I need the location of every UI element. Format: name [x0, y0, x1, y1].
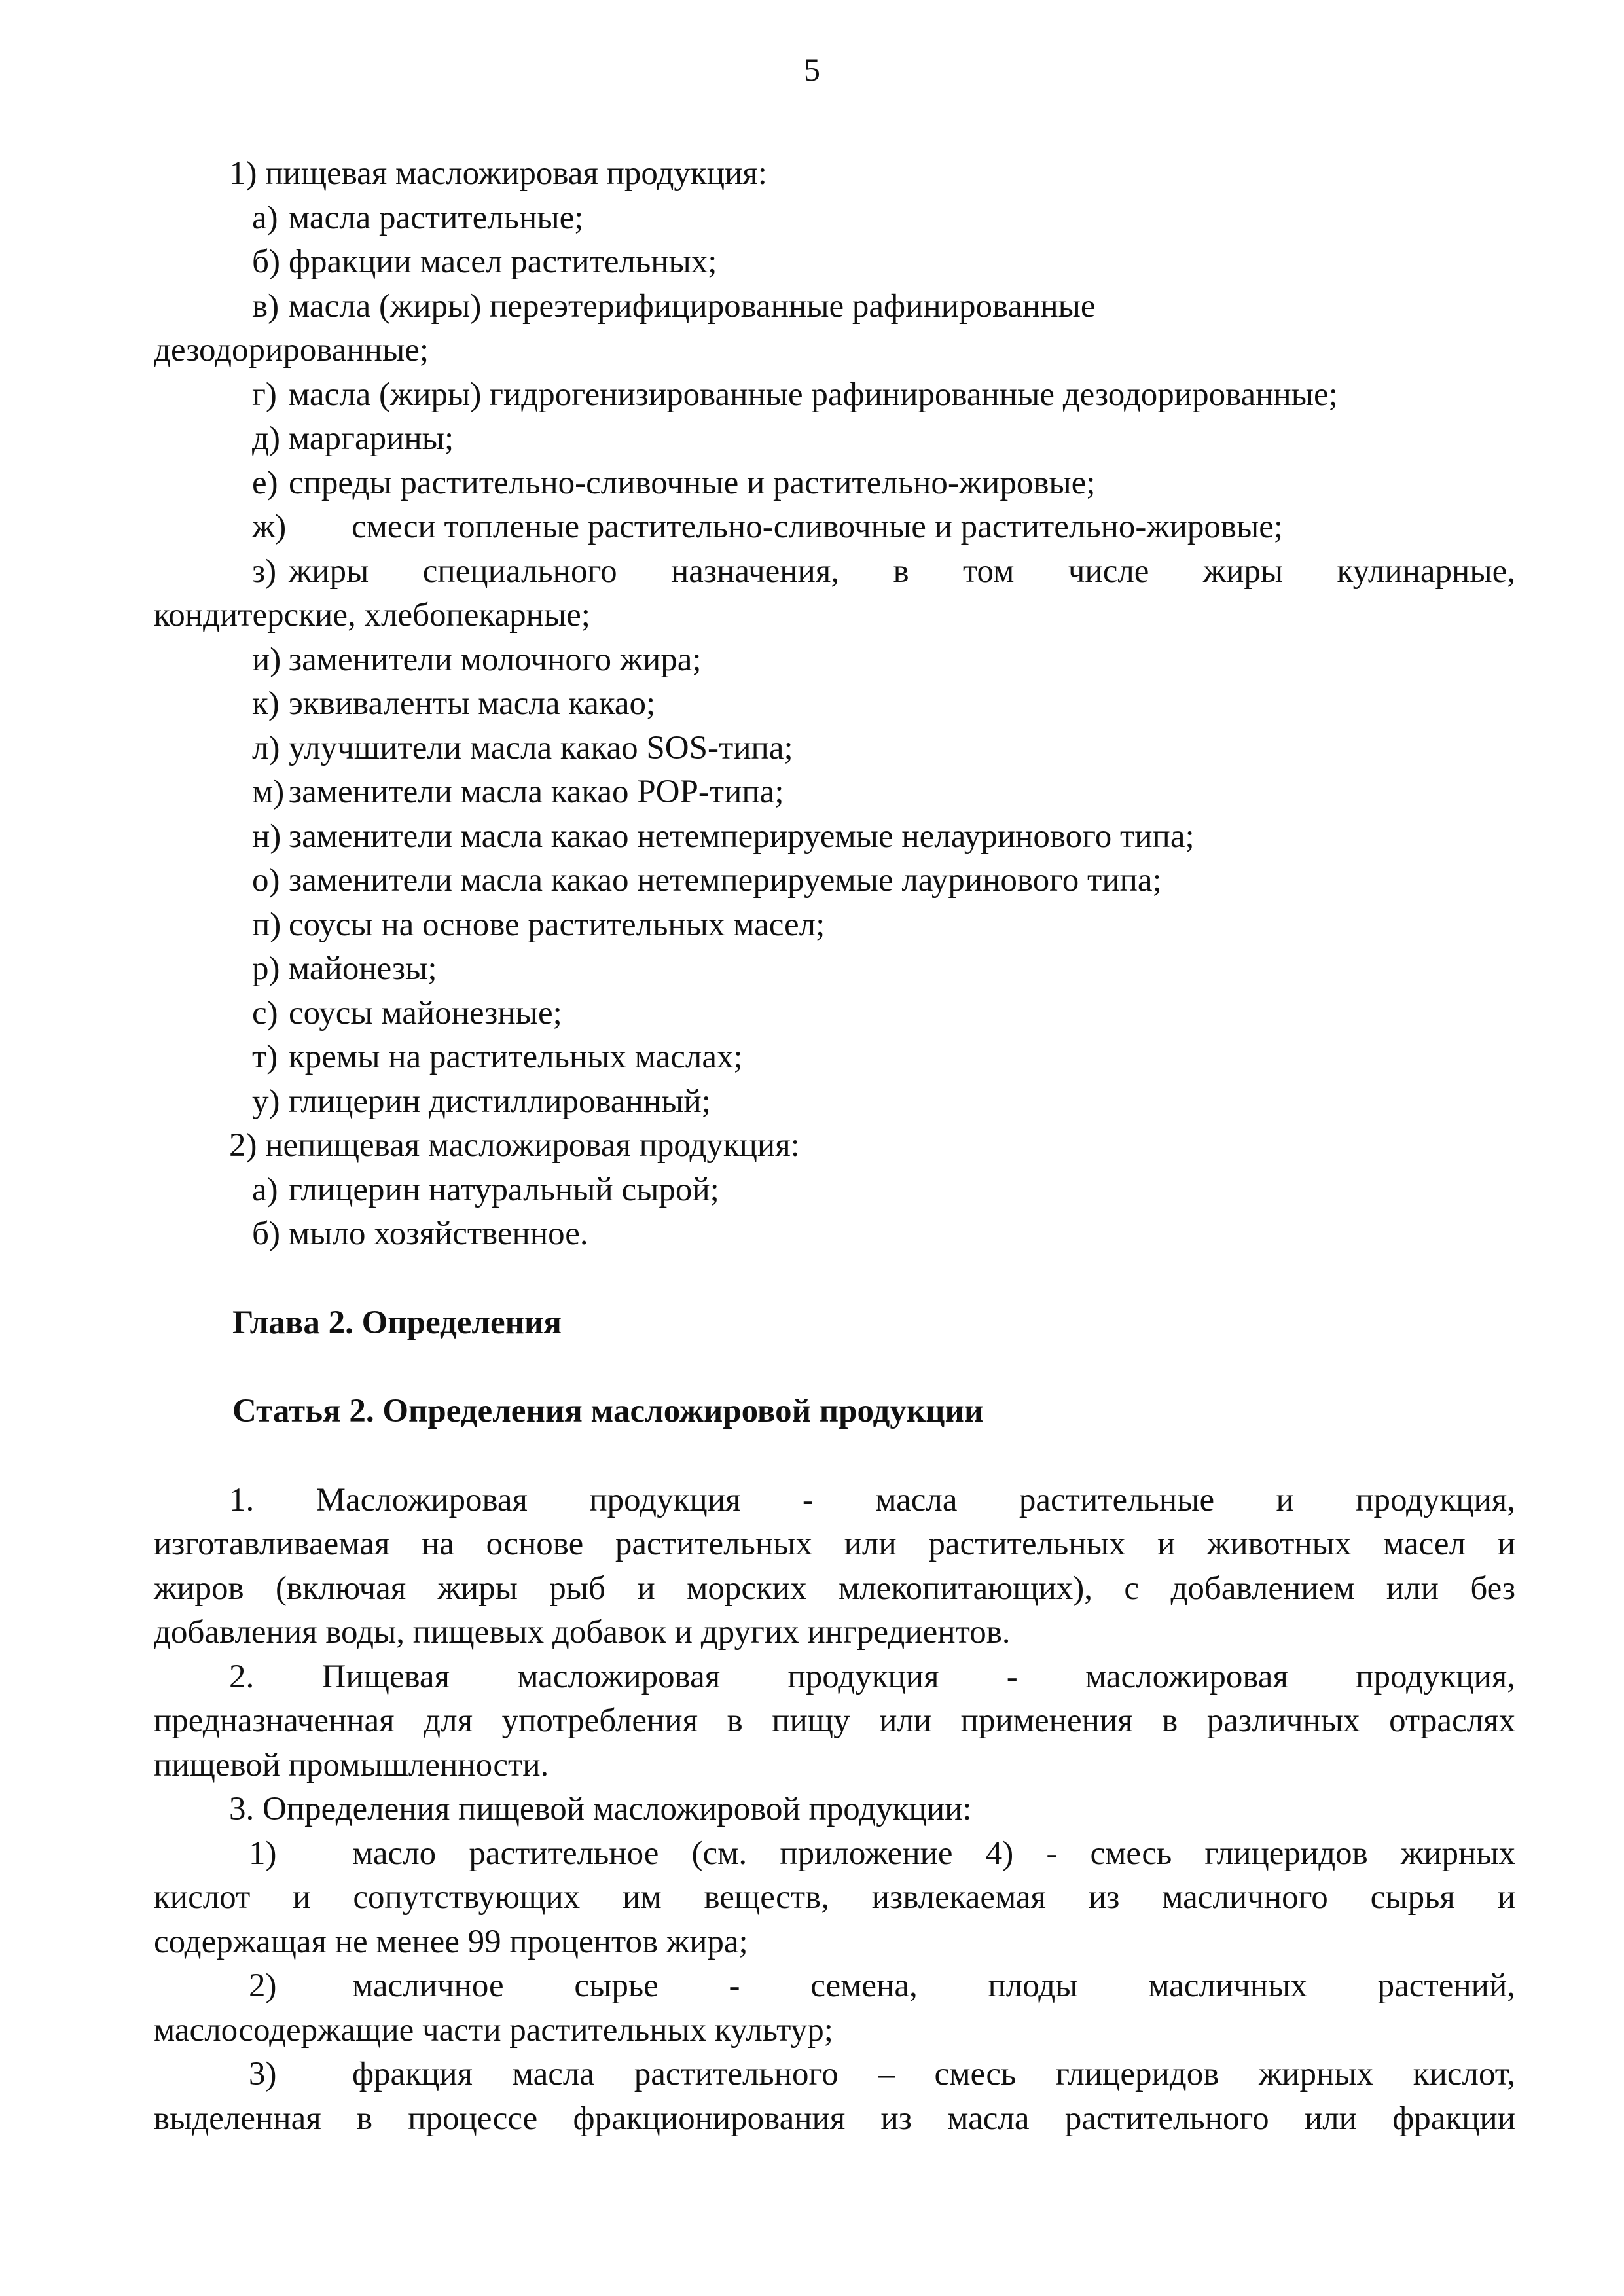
list-1-item-n: н) заменители масла какао нетемперируемые нелауринового типа; — [252, 817, 1195, 855]
list-2-title: 2) непищевая масложировая продукция: — [229, 1127, 800, 1164]
list-1-item-i: и) заменители молочного жира; — [252, 641, 702, 678]
list-1-item-r: р) майонезы; — [252, 950, 437, 987]
paragraph-3-title: 3. Определения пищевой масложировой продукции: — [229, 1791, 972, 1827]
list-2-item-b: б) мыло хозяйственное. — [252, 1215, 588, 1252]
list-1-item-t: т) кремы на растительных маслах; — [252, 1039, 743, 1075]
list-1-item-m: м) заменители масла какао POP-типа; — [252, 774, 784, 810]
list-1-item-z: з) жиры специального назначения, в том числе жиры кулинарные, — [252, 552, 1515, 590]
page-number: 5 — [804, 51, 820, 88]
list-1-item-p: п) соусы на основе растительных масел; — [252, 906, 825, 943]
list-1-item-k: к) эквиваленты масла какао; — [252, 685, 656, 722]
list-1-item-v: в) масла (жиры) переэтерифицированные рафинированные — [252, 287, 1096, 325]
paragraph-1-line-4: добавления воды, пищевых добавок и других ингредиентов. — [154, 1614, 1011, 1651]
paragraph-1-line-2: изготавливаемая на основе растительных или растительных и животных масел и — [154, 1526, 1515, 1562]
list-2-item-a: а) глицерин натуральный сырой; — [252, 1171, 719, 1208]
list-1-item-d: д) маргарины; — [252, 420, 454, 457]
list-1-item-s: с) соусы майонезные; — [252, 994, 562, 1031]
list-1-item-e: е) спреды растительно-сливочные и растительно-жировые; — [252, 464, 1096, 501]
document-body — [154, 152, 1515, 2141]
list-1-item-g: г) масла (жиры) гидрогенизированные рафинированные дезодорированные; — [252, 376, 1338, 413]
article-heading: Статья 2. Определения масложировой продукции — [232, 1393, 984, 1429]
definition-3-line-1: 3) фракция масла растительного – смесь глицеридов жирных кислот, — [249, 2056, 1515, 2092]
paragraph-2-line-1: 2. Пищевая масложировая продукция - масложировая продукция, — [229, 1658, 1515, 1695]
definition-1-line-1: 1) масло растительное (см. приложение 4) - смесь глицеридов жирных — [249, 1835, 1515, 1872]
spacer — [154, 1345, 1515, 1390]
list-1-item-a: а) масла растительные; — [252, 199, 584, 236]
chapter-heading: Глава 2. Определения — [232, 1304, 562, 1341]
list-1-title: 1) пищевая масложировая продукция: — [229, 155, 767, 192]
definition-1-line-2: кислот и сопутствующих им веществ, извлекаемая из масличного сырья и — [154, 1879, 1515, 1916]
definition-1-line-3: содержащая не менее 99 процентов жира; — [154, 1923, 748, 1960]
paragraph-1-line-1: 1. Масложировая продукция - масла растительные и продукция, — [229, 1481, 1515, 1518]
paragraph-2-line-3: пищевой промышленности. — [154, 1746, 549, 1784]
list-1-item-b: б) фракции масел растительных; — [252, 243, 717, 280]
list-1-item-l: л) улучшители масла какао SOS-типа; — [252, 729, 793, 766]
definition-2-line-1: 2) масличное сырье - семена, плоды масличных растений, — [249, 1967, 1515, 2004]
list-1-item-o: о) заменители масла какао нетемперируемые лауринового типа; — [252, 862, 1162, 899]
paragraph-2-line-2: предназначенная для употребления в пищу или применения в различных отраслях — [154, 1702, 1515, 1739]
spacer — [154, 1257, 1515, 1301]
paragraph-1-line-3: жиров (включая жиры рыб и морских млекопитающих), с добавлением или без — [154, 1570, 1515, 1607]
spacer — [154, 1434, 1515, 1479]
list-1-item-u: у) глицерин дистиллированный; — [252, 1083, 711, 1120]
definition-3-line-2: выделенная в процессе фракционирования из масла растительного или фракции — [154, 2100, 1515, 2137]
definition-2-line-2: маслосодержащие части растительных культур; — [154, 2011, 833, 2049]
list-1-item-v-continuation: дезодорированные; — [154, 332, 429, 368]
list-1-item-z-continuation: кондитерские, хлебопекарные; — [154, 597, 590, 634]
list-1-item-zh: ж) смеси топленые растительно-сливочные и растительно-жировые; — [252, 509, 1284, 545]
